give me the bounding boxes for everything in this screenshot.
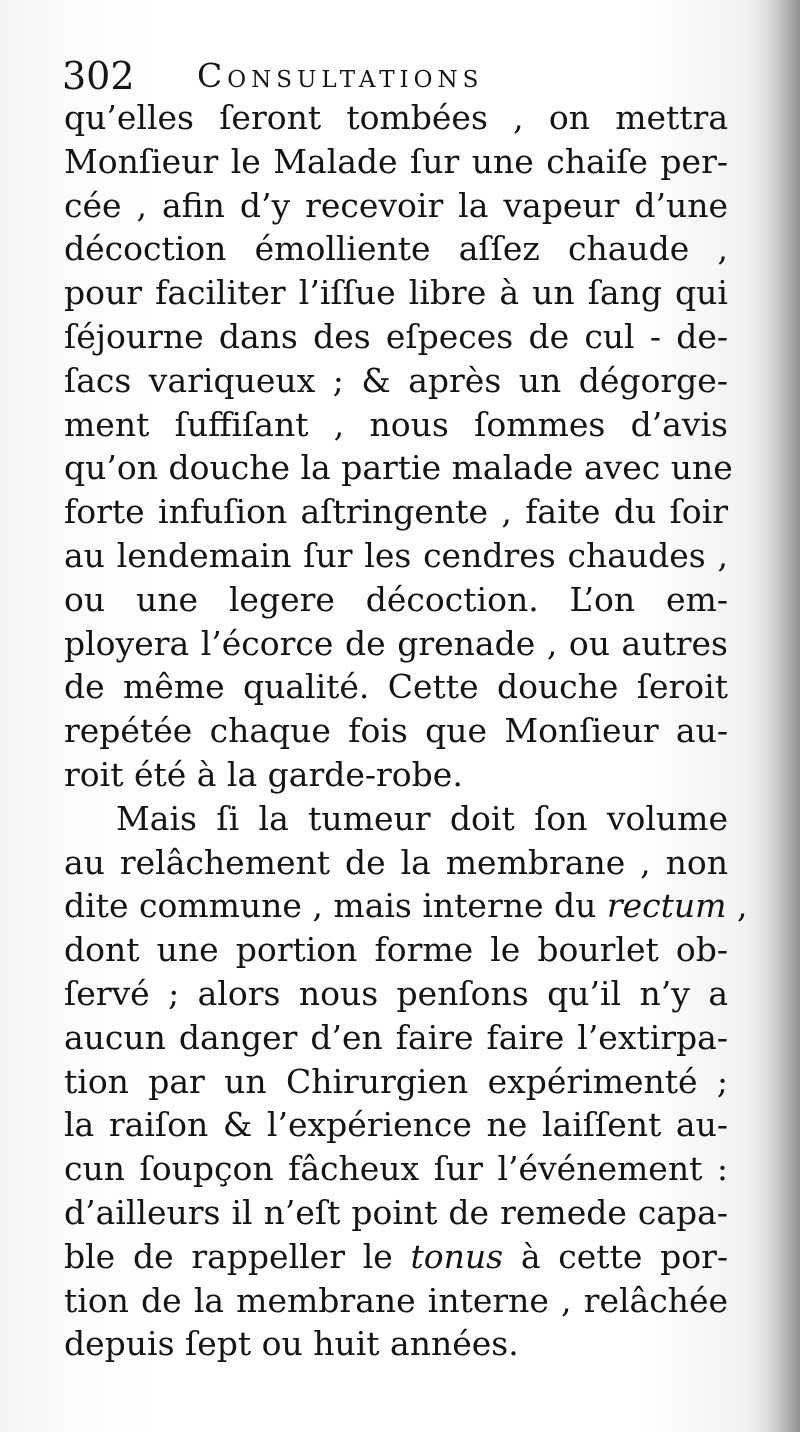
- text-line: qu’elles ſeront tombées , on mettra: [64, 98, 728, 137]
- text-line: la raiſon & l’expérience ne laiſſent au-: [64, 1105, 728, 1145]
- page-edge-shadow: [764, 0, 800, 1432]
- text-line: ment ſuffiſant , nous ſommes d’avis: [64, 404, 728, 444]
- body-text: [64, 96, 748, 1366]
- text-line: pour faciliter l’iſſue libre à un ſang qui: [64, 273, 728, 313]
- page-number: 302: [62, 54, 135, 98]
- text-line: ſacs variqueux ; & après un dégorge-: [64, 360, 728, 400]
- text-line: Monſieur le Malade ſur une chaiſe per-: [64, 141, 728, 181]
- text-line: au lendemain ſur les cendres chaudes ,: [64, 535, 728, 575]
- text-segment: à cette por-: [503, 1236, 728, 1276]
- text-segment: ,: [726, 886, 748, 926]
- text-line-rectum: [64, 884, 748, 928]
- italic-word-tonus: tonus: [410, 1236, 504, 1276]
- text-line: ou une legere décoction. L’on em-: [64, 579, 728, 619]
- text-line: cée , afin d’y recevoir la vapeur d’une: [64, 185, 728, 225]
- running-title: Consultations: [197, 56, 484, 95]
- text-line: forte infuſion aſtringente , faite du ſoir: [64, 492, 728, 532]
- paragraph-2: [64, 797, 748, 1366]
- text-line: de même qualité. Cette douche ſeroit: [64, 667, 728, 707]
- page-header: [62, 52, 722, 102]
- text-line: ployera l’écorce de grenade , ou autres: [64, 623, 728, 663]
- text-line: d’ailleurs il n’eſt point de remede capa-: [64, 1192, 728, 1232]
- text-segment: dite commune , mais interne du: [64, 886, 607, 926]
- text-line: tion de la membrane interne , relâchée: [64, 1280, 728, 1320]
- text-line: dont une portion forme le bourlet ob-: [64, 930, 728, 970]
- text-segment: ble de rappeller le: [64, 1236, 411, 1276]
- text-line: au relâchement de la membrane , non: [64, 842, 728, 882]
- text-line: depuis ſept ou huit années.: [64, 1324, 519, 1364]
- text-line-tonus: [64, 1235, 728, 1279]
- text-line: ſéjourne dans des eſpeces de cul - de-: [64, 316, 728, 356]
- text-line: décoction émolliente aſſez chaude ,: [64, 229, 728, 269]
- text-line: repétée chaque fois que Monſieur au-: [64, 711, 728, 751]
- text-line: ſervé ; alors nous penſons qu’il n’y a: [64, 973, 728, 1013]
- paragraph-1: [64, 96, 733, 797]
- text-line: roit été à la garde-robe.: [64, 754, 463, 794]
- text-line: tion par un Chirurgien expérimenté ;: [64, 1061, 728, 1101]
- text-line: aucun danger d’en faire faire l’extirpa-: [64, 1017, 728, 1057]
- italic-word-rectum: rectum: [606, 886, 727, 926]
- text-line: cun ſoupçon fâcheux ſur l’événement :: [64, 1149, 728, 1189]
- text-line: Mais ſi la tumeur doit ſon volume: [116, 798, 728, 838]
- text-line: qu’on douche la partie malade avec une: [64, 448, 733, 488]
